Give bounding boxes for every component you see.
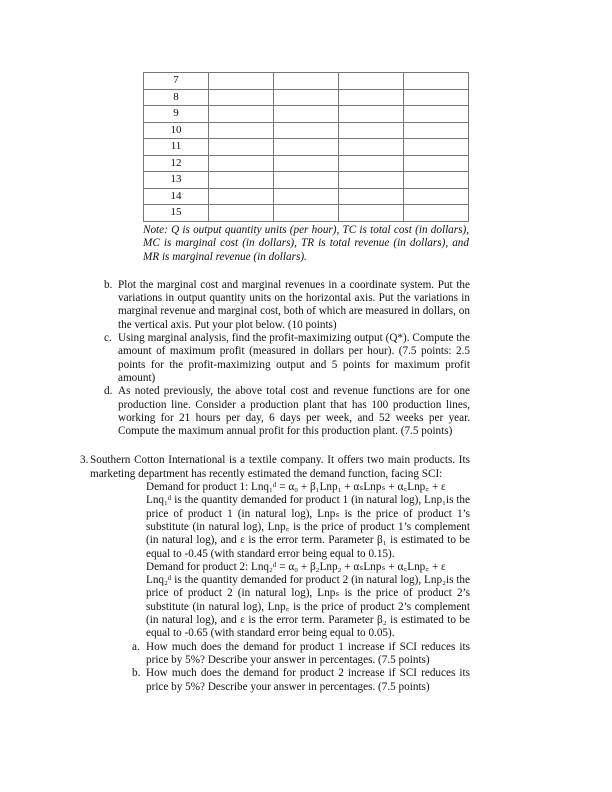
- question-c: [104, 332, 470, 385]
- item-text: How much does the demand for product 1 increase if SCI reduces its price by 5%? Describe your answer in percentages. (7.5 points): [146, 640, 470, 666]
- empty-cell: [339, 73, 404, 90]
- empty-cell: [274, 73, 339, 90]
- q-cell: 9: [144, 106, 209, 123]
- empty-cell: [274, 139, 339, 156]
- q-cell: 8: [144, 89, 209, 106]
- table-row: [144, 172, 469, 189]
- table-row: [144, 73, 469, 90]
- empty-cell: [339, 155, 404, 172]
- empty-cell: [339, 188, 404, 205]
- empty-cell: [209, 89, 274, 106]
- question-3-intro: [80, 454, 470, 481]
- empty-cell: [404, 89, 469, 106]
- table-row: [144, 89, 469, 106]
- question-3a: [132, 640, 470, 668]
- table-note: Note: Q is output quantity units (per hour), TC is total cost (in dollars), MC is marginal cost (in dollars), TR is total revenue (in dollars), and MR is marginal revenue (in dollars).: [143, 224, 469, 263]
- q-cell: 11: [144, 139, 209, 156]
- empty-cell: [339, 89, 404, 106]
- empty-cell: [209, 172, 274, 189]
- empty-cell: [209, 188, 274, 205]
- empty-cell: [404, 122, 469, 139]
- item-label: b.: [104, 278, 113, 291]
- empty-cell: [274, 205, 339, 222]
- empty-cell: [404, 155, 469, 172]
- table-row: [144, 205, 469, 222]
- empty-cell: [209, 73, 274, 90]
- item-text: Plot the marginal cost and marginal revenues in a coordinate system. Put the variations in output quantity units on the horizontal axis. Put the variations in marginal revenue and marginal cost, both of which are measured in dollars, on the vertical axis. Put your plot below. (10 points): [118, 278, 470, 331]
- item-label: b.: [132, 667, 141, 680]
- empty-cell: [339, 172, 404, 189]
- q-cell: 10: [144, 122, 209, 139]
- table-row: [144, 155, 469, 172]
- q-cell: 15: [144, 205, 209, 222]
- empty-cell: [404, 172, 469, 189]
- table-row: [144, 122, 469, 139]
- item-text: As noted previously, the above total cost and revenue functions are for one production line. Consider a production plant that has 100 production lines, working for 21 hours per day, 6 days per week, and 52 weeks per year. Compute the maximum annual profit for this production plant. (7.5 points): [118, 385, 470, 438]
- item-text: Southern Cotton International is a textile company. It offers two main products. Its marketing department has recently estimated the demand function, facing SCI:: [90, 454, 470, 480]
- product2-equation: Demand for product 2: Lnq₂ᵈ = α₀ + β₂Lnp₂ + αₛLnpₛ + α꜀Lnp꜀ + ε: [146, 560, 446, 573]
- question-b: [104, 278, 470, 332]
- question-d: [104, 385, 470, 438]
- table-row: [144, 188, 469, 205]
- empty-cell: [404, 73, 469, 90]
- empty-cell: [209, 205, 274, 222]
- document-body: [0, 224, 612, 694]
- empty-cell: [404, 106, 469, 123]
- table-row: [144, 106, 469, 123]
- q-cell: 13: [144, 172, 209, 189]
- empty-cell: [209, 155, 274, 172]
- empty-cell: [339, 139, 404, 156]
- q-cell: 14: [144, 188, 209, 205]
- empty-cell: [404, 188, 469, 205]
- item-text: How much does the demand for product 2 increase if SCI reduces its price by 5%? Describe your answer in percentages. (7.5 points): [146, 667, 470, 693]
- empty-cell: [274, 122, 339, 139]
- empty-cell: [339, 106, 404, 123]
- question-3b: [132, 667, 470, 694]
- empty-cell: [404, 139, 469, 156]
- item-label: d.: [104, 385, 113, 398]
- empty-cell: [209, 106, 274, 123]
- empty-cell: [209, 139, 274, 156]
- empty-cell: [404, 205, 469, 222]
- item-label: c.: [104, 332, 112, 345]
- empty-cell: [274, 106, 339, 123]
- item-label: a.: [132, 640, 140, 653]
- empty-cell: [274, 89, 339, 106]
- empty-cell: [274, 188, 339, 205]
- empty-cell: [339, 205, 404, 222]
- empty-cell: [209, 122, 274, 139]
- q-cell: 7: [144, 73, 209, 90]
- product2-description: Lnq₂ᵈ is the quantity demanded for product 2 (in natural log), Lnp₂is the price of product 2 (in natural log), Lnpₛ is the price of product 2’s substitute (in natural log), Lnp꜀ is the price of product 2’s complement (in natural log), and ε is the error term. Parameter β₂ is estimated to be equal to -0.65 (with standard error being equal to 0.05).: [146, 574, 470, 640]
- empty-cell: [274, 172, 339, 189]
- item-label: 3.: [80, 454, 89, 467]
- item-text: Using marginal analysis, find the profit-maximizing output (Q*). Compute the amount of maximum profit (measured in dollars per hour). (7.5 points: 2.5 points for the profit-maximizing output and 5 points for maximum profit amount): [118, 332, 470, 384]
- product1-equation: Demand for product 1: Lnq₁ᵈ = α₀ + β₁Lnp₁ + αₛLnpₛ + α꜀Lnp꜀ + ε: [146, 481, 446, 494]
- cost-revenue-table: [143, 72, 469, 222]
- empty-cell: [274, 155, 339, 172]
- table-row: [144, 139, 469, 156]
- q-cell: 12: [144, 155, 209, 172]
- product1-description: Lnq₁ᵈ is the quantity demanded for product 1 (in natural log), Lnp₁is the price of product 1 (in natural log), Lnpₛ is the price of product 1’s substitute (in natural log), Lnp꜀ is the price of product 1’s complement (in natural log), and ε is the error term. Parameter β₁ is estimated to be equal to -0.45 (with standard error being equal to 0.15).: [146, 494, 470, 560]
- empty-cell: [339, 122, 404, 139]
